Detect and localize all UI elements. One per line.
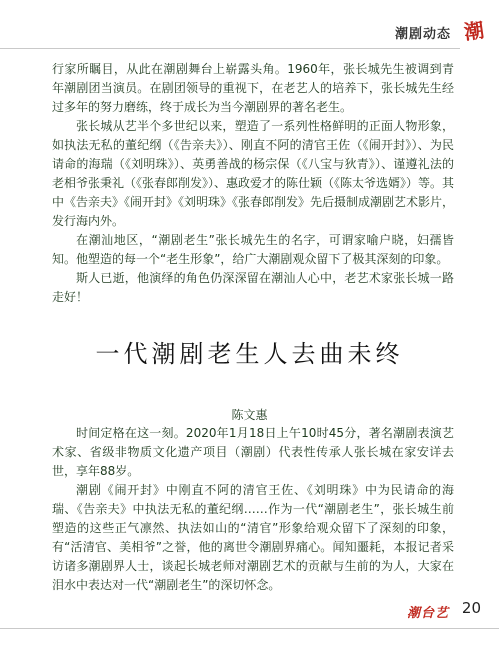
top-article-paragraph-4: 斯人已逝，他演绎的角色仍深深留在潮汕人心中，老艺术家张长城一路走好！ (52, 271, 454, 304)
article-title: 一代潮剧老生人去曲未终 (95, 340, 404, 368)
magazine-logo: 潮台艺 (406, 606, 449, 621)
top-article-paragraph-1: 行家所瞩目，从此在潮剧舞台上崭露头角。1960年，张长城先生被调到青年潮剧团当演员。在剧团领导的重视下，在老艺人的培养下，张长城先生经过多年的努力磨练，终于成长为当今潮剧界的著名老生。 (52, 62, 454, 114)
top-article-paragraph-2: 张长城从艺半个多世纪以来，塑造了一系列性格鲜明的正面人物形象，如执法无私的董纪纲（《告亲夫》）、刚直不阿的清官王佐（《闹开封》）、为民请命的海瑞（《刘明珠》）、英勇善战的杨宗保（《八宝与狄青》）、谨遵礼法的老相爷张秉礼（《张春郎削发》）、惠政爱才的陈仕颖（《陈太爷选婿》）等。其中《告亲夫》《闹开封》《刘明珠》《张春郎削发》先后摄制成潮剧艺术影片，发行海内外。 (52, 119, 455, 228)
article-author: 陈文惠 (231, 408, 268, 422)
article-paragraph-1: 时间定格在这一刻。2020年1月18日上午10时45分，著名潮剧表演艺术家、省级非物质文化遗产项目（潮剧）代表性传承人张长城在家安详去世，享年88岁。 (52, 426, 454, 478)
footer-rule (0, 628, 499, 629)
article-paragraph-2: 潮剧《闹开封》中刚直不阿的清官王佐、《刘明珠》中为民请命的海瑞、《告亲夫》中执法无私的董纪纲……作为一代“潮剧老生”，张长城生前塑造的这些正气凛然、执法如山的“清官”形象给观众留下了深刻的印象，有“活清官、美相爷”之誉，他的离世令潮剧界痛心。闻知噩耗，本报记者采访诸多潮剧界人士，谈起长城老师对潮剧艺术的贡献与生前的为人，大家在泪水中表达对一代“潮剧老生”的深切怀念。 (52, 483, 454, 592)
top-article-body (52, 60, 454, 307)
article-body (52, 424, 454, 595)
seal-stamp-icon: 潮 (462, 17, 486, 45)
section-title: 潮剧动态 (394, 27, 451, 42)
top-article-paragraph-3: 在潮汕地区，“潮剧老生”张长城先生的名字，可谓家喻户晓，妇孺皆知。他塑造的每一个“老生形象”，给广大潮剧观众留下了极其深刻的印象。 (52, 233, 454, 266)
header-rule (0, 48, 460, 49)
page-number: 20 (461, 599, 481, 617)
